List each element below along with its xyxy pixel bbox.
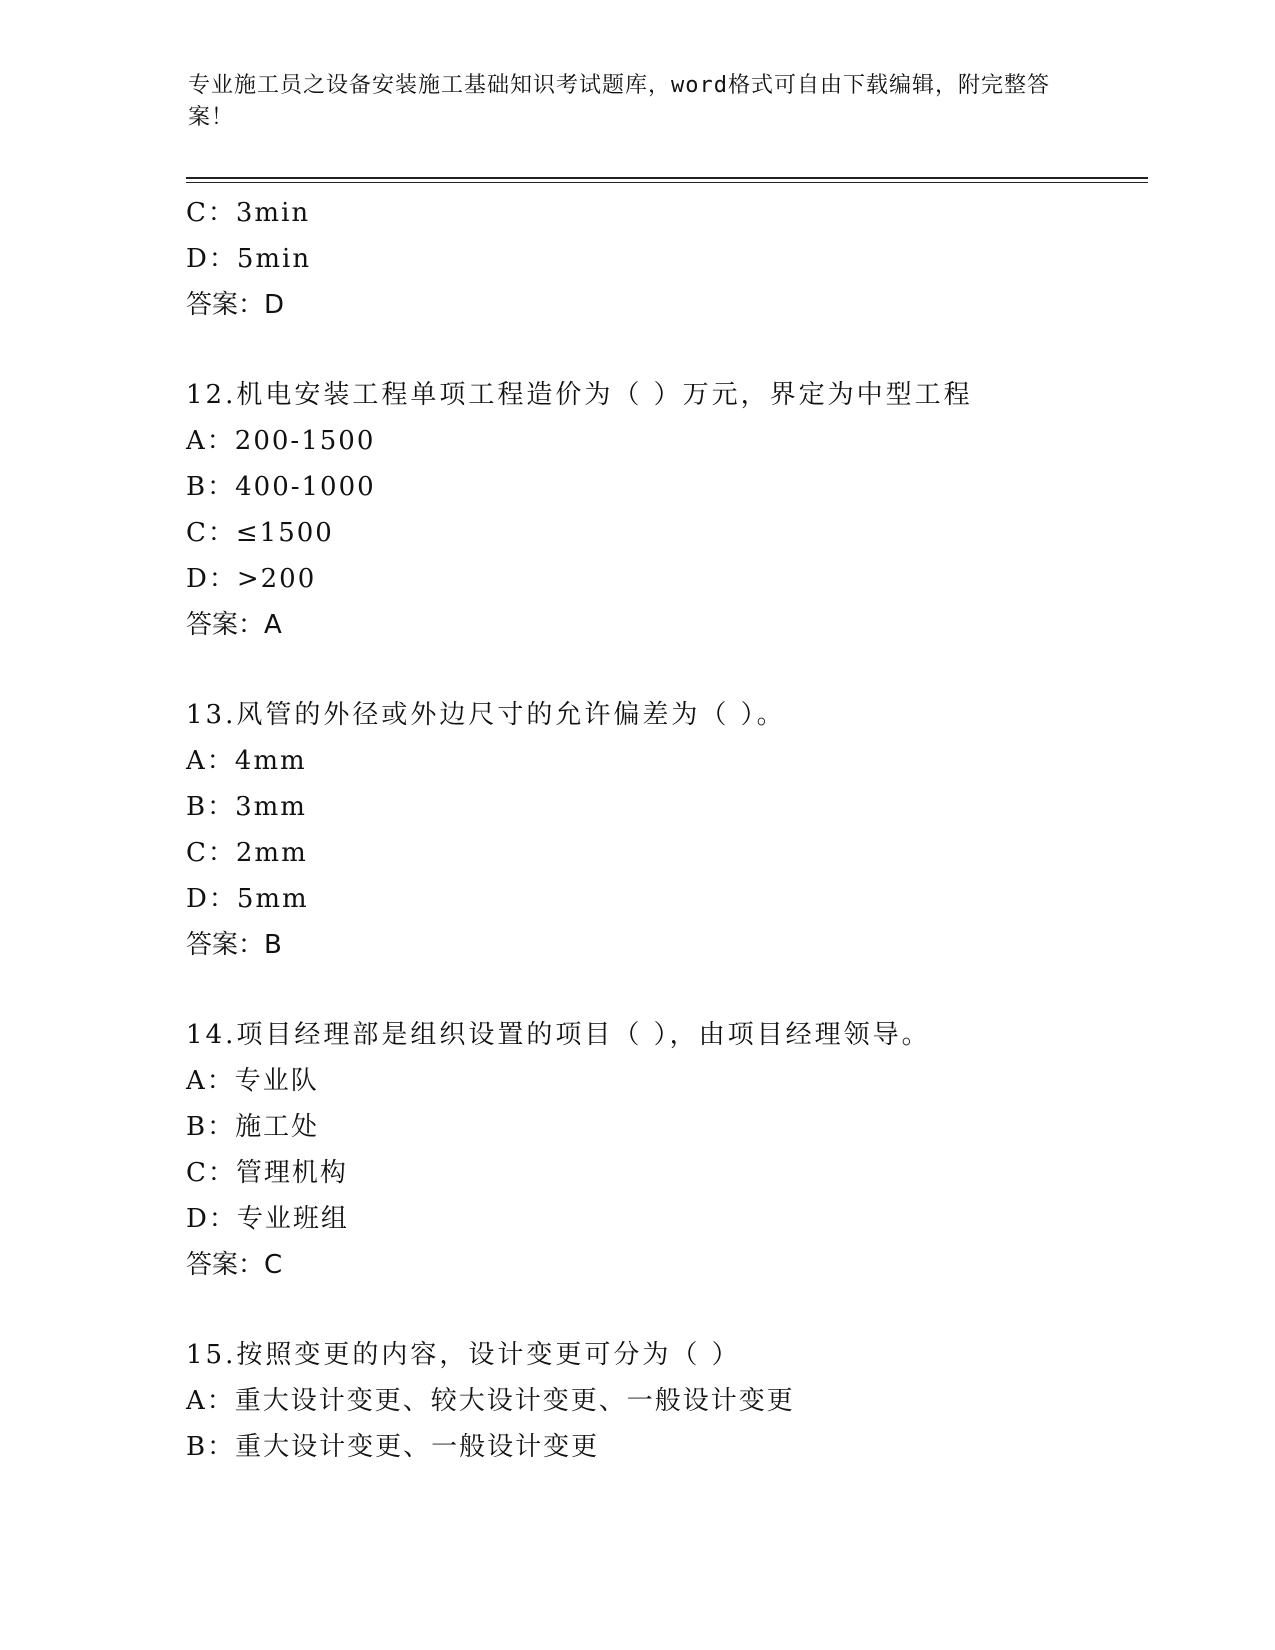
option-a: A：200-1500 xyxy=(186,426,376,456)
option-d: D：5min xyxy=(186,244,312,274)
header-divider xyxy=(186,177,1148,179)
option-b: B：施工处 xyxy=(186,1112,320,1142)
question-block-14 xyxy=(186,1012,1146,1288)
answer: 答案：D xyxy=(186,290,285,320)
question-list xyxy=(186,190,1146,1470)
option-b: B：重大设计变更、一般设计变更 xyxy=(186,1432,600,1462)
option-d: D：专业班组 xyxy=(186,1204,349,1234)
option-a: A：重大设计变更、较大设计变更、一般设计变更 xyxy=(186,1386,795,1416)
option-c: C：2mm xyxy=(186,838,308,868)
option-c: C：3min xyxy=(186,198,311,228)
answer: 答案：B xyxy=(186,930,282,960)
option-a: A：4mm xyxy=(186,746,307,776)
option-d: D：5mm xyxy=(186,884,309,914)
question-text: 13.风管的外径或外边尺寸的允许偏差为（ ）。 xyxy=(186,700,786,730)
option-b: B：3mm xyxy=(186,792,307,822)
page-header: 专业施工员之设备安装施工基础知识考试题库，word格式可自由下载编辑，附完整答案！ xyxy=(188,73,1050,130)
question-block-11 xyxy=(186,190,1146,328)
option-d: D：>200 xyxy=(186,564,317,594)
option-a: A：专业队 xyxy=(186,1066,319,1096)
question-text: 12.机电安装工程单项工程造价为（ ）万元，界定为中型工程 xyxy=(186,380,973,410)
question-block-13 xyxy=(186,692,1146,968)
option-b: B：400-1000 xyxy=(186,472,376,502)
question-text: 15.按照变更的内容，设计变更可分为（ ） xyxy=(186,1340,741,1370)
question-block-15 xyxy=(186,1332,1146,1470)
answer: 答案：C xyxy=(186,1250,283,1280)
question-text: 14.项目经理部是组织设置的项目（ ），由项目经理领导。 xyxy=(186,1020,931,1050)
option-c: C：管理机构 xyxy=(186,1158,348,1188)
answer: 答案：A xyxy=(186,610,282,640)
header-divider-thin xyxy=(186,182,1148,183)
question-block-12 xyxy=(186,372,1146,648)
option-c: C：≤1500 xyxy=(186,518,334,548)
